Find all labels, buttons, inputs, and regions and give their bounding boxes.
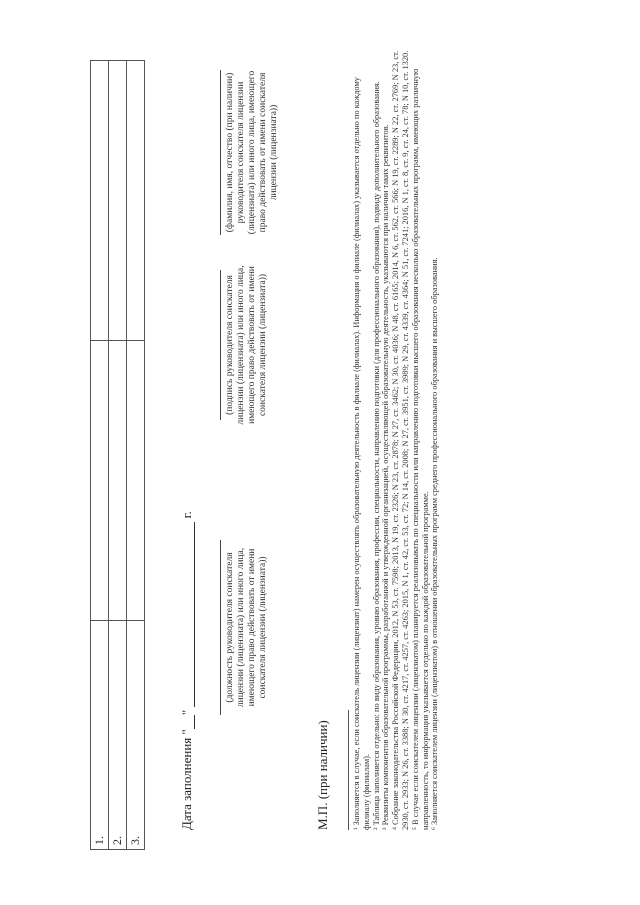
footnote-1: ¹ Заполняется в случае, если соискатель лицензии (лицензиат) намерен осуществлять образовательную деятельность в филиале (филиалах). Информация о филиале (филиалах) указывается отдельно по каждому филиалу (филиалам). [352,77,371,830]
signature-line [220,70,221,235]
table-cell [91,341,109,621]
month-year-blank [178,522,195,707]
signature-line [220,540,221,715]
fill-date [178,511,195,830]
signature-line [220,270,221,420]
fill-date-quote: " [179,709,194,716]
row-number: 3. [127,621,145,850]
table-cell [127,341,145,621]
year-suffix: г. [179,511,194,519]
position-caption: (должность руководителя соискателя лицензии (лицензиата) или иного лица, имеющего право действовать от имени соискателя лицензии (лицензиата)) [225,547,268,708]
row-number: 1. [91,621,109,850]
table-cell [127,61,145,341]
table-row [127,61,145,850]
footnote-3: ³ Реквизиты компонентов образовательной программы, разработанной и утвержденной организацией, осуществляющей образовательную деятельность, указываются при наличии таких реквизитов. [381,124,391,830]
table-cell [91,61,109,341]
footnote-2: ² Таблица заполняется отдельно: по виду образования, уровню образования, профессии, специальности, направлению подготовки (для профессионального образования), подвиду дополнительного образования. [371,81,381,830]
footnote-4: ⁴ Собрание законодательства Российской Федерации, 2012, N 53, ст. 7598; 2013, N 19, ст. 2326; N 23, ст. 2878; N 27, ст. 3462; N 30, ст. 4036; N 48, ст. 6165; 2014, N 6, ст. 562, ст. 566; N 19, ст. 2289; N 22, ст. 2769; N 23, ст. 2930, ст. 2933; N 26, ст. 3388; N 30, ст. 4217, ст. 4257, ст. 4263; 2015, N 1, ст. 42, ст. 53, ст. 72; N 14, ст. 2008; N 27, ст. 3951, ст. 3989; N 29, ст. 4339, ст. 4364; N 51, ст. 7241; 2016, N 1, ст. 8, ст. 9, ст. 24, ст. 78; N 10, ст. 1320. [391,50,410,830]
full-name-caption: (фамилия, имя, отчество (при наличии) руководителя соискателя лицензии (лицензиата) или иного лица, имеющего право действовать от имени соискателя лицензии (лицензиата)) [225,70,279,235]
fill-date-label: Дата заполнения " [179,729,194,830]
signature-caption: (подпись руководителя соискателя лицензии (лицензиата) или иного лица, имеющего право действовать от имени соискателя лицензии (лицензиата)) [225,265,268,425]
stamp-place-label: М.П. (при наличии) [315,720,330,830]
table-cell [109,61,127,341]
footnotes [352,50,440,830]
footnote-6: ⁶ Заполняется соискателем лицензии (лицензиатом) в отношении образовательных программ среднего профессионального образования и высшего образования. [430,257,440,830]
rotated-form-sheet [90,30,520,850]
row-number: 2. [109,621,127,850]
table-row [91,61,109,850]
day-blank [178,715,195,729]
table-row [109,61,127,850]
footnote-divider [348,710,349,830]
footnote-5: ⁵ В случае если соискателем лицензии (лицензиатом) планируется реализовывать по специальности или направлению подготовки высшего образования несколько образовательных программ, имеющих различную направленность, то информация указывается отдельно по каждой образовательной программе. [410,68,430,830]
table-cell [109,341,127,621]
programs-table [90,60,145,850]
